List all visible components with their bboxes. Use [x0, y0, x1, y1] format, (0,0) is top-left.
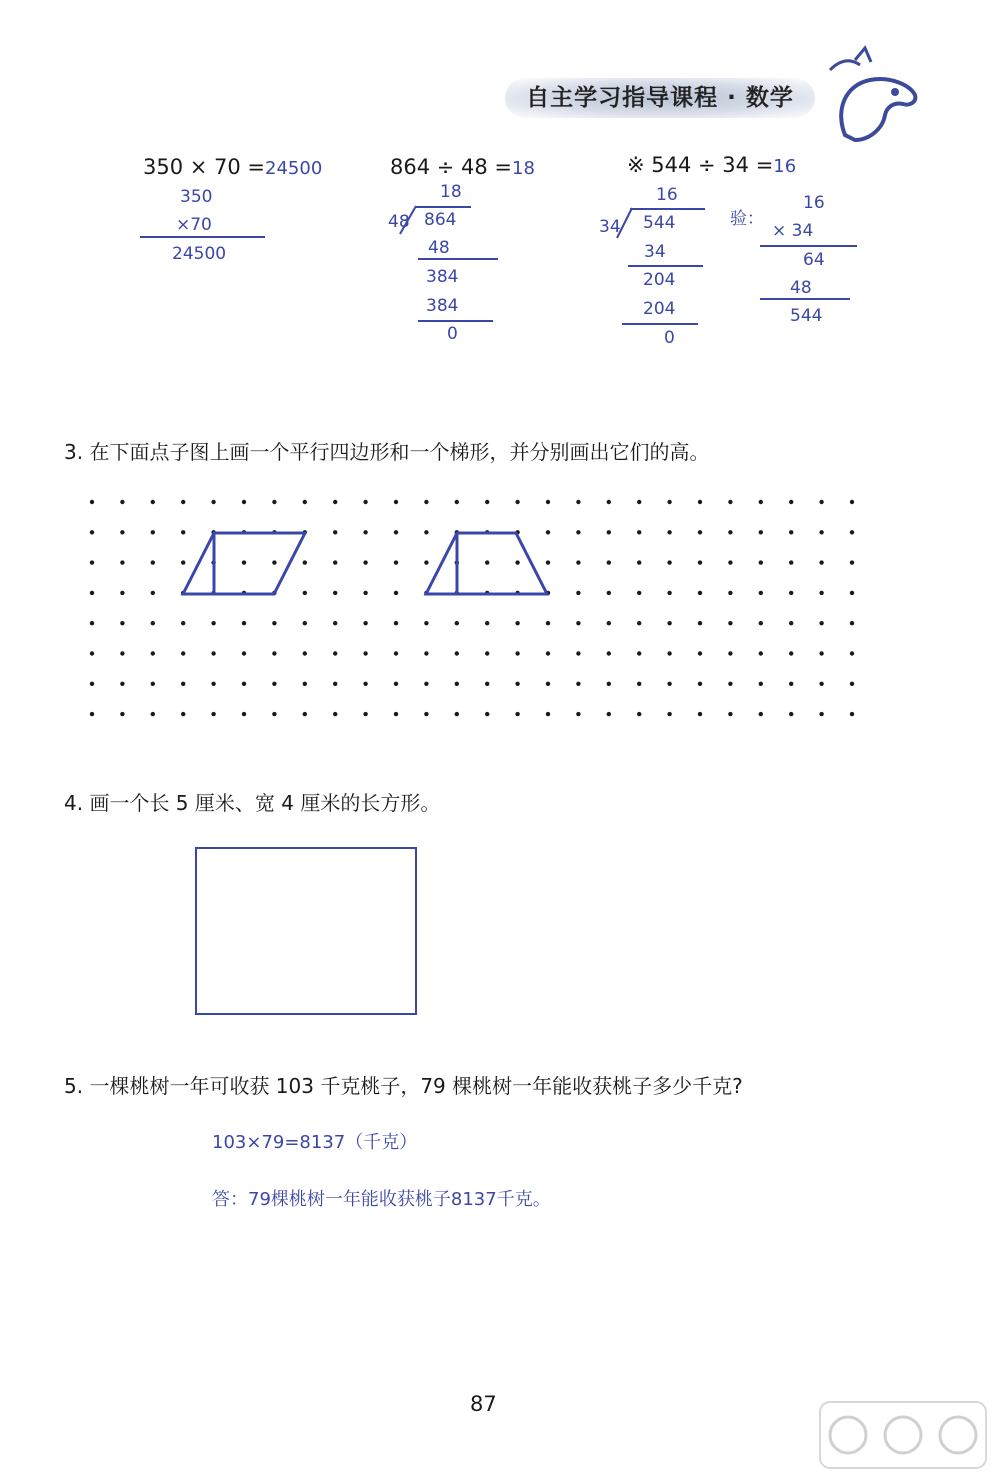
grid-dot	[850, 530, 854, 534]
grid-dot	[394, 591, 398, 595]
verify-top: 16	[803, 193, 825, 213]
grid-dot	[667, 651, 671, 655]
grid-dot	[303, 560, 307, 564]
grid-dot	[120, 621, 124, 625]
grid-dot	[576, 682, 580, 686]
grid-dot	[576, 712, 580, 716]
grid-dot	[303, 591, 307, 595]
grid-dot	[698, 621, 702, 625]
grid-dot	[90, 530, 94, 534]
grid-dot	[698, 560, 702, 564]
calc3-step-1: 34	[644, 242, 666, 262]
calc2-step-1: 48	[428, 238, 450, 258]
grid-dot	[455, 682, 459, 686]
grid-dot	[819, 621, 823, 625]
q5-formula: 103×79=8137（千克）	[212, 1132, 418, 1153]
grid-dot	[576, 621, 580, 625]
grid-dot	[637, 591, 641, 595]
header-title: 自主学习指导课程 · 数学	[505, 78, 815, 118]
grid-dot	[698, 712, 702, 716]
verify-partial-1: 64	[803, 250, 825, 270]
grid-dot	[181, 560, 185, 564]
grid-dot	[485, 500, 489, 504]
grid-dot	[759, 500, 763, 504]
grid-dot	[90, 500, 94, 504]
grid-dot	[211, 500, 215, 504]
grid-dot	[667, 500, 671, 504]
verify-partial-2: 48	[790, 278, 812, 298]
grid-dot	[637, 530, 641, 534]
grid-dot	[515, 500, 519, 504]
grid-dot	[394, 621, 398, 625]
grid-dot	[637, 560, 641, 564]
grid-dot	[120, 682, 124, 686]
grid-dot	[333, 712, 337, 716]
calc3-expr: ※ 544 ÷ 34 =	[627, 153, 774, 177]
grid-dot	[90, 651, 94, 655]
grid-dot	[303, 621, 307, 625]
grid-dot	[272, 651, 276, 655]
mascot-icon	[815, 40, 925, 150]
verify-line-2	[760, 298, 850, 300]
page-number: 87	[470, 1392, 497, 1416]
grid-dot	[850, 500, 854, 504]
grid-dot	[698, 500, 702, 504]
watermark-logo-icon	[818, 1400, 988, 1470]
calc1-expression	[143, 155, 322, 179]
grid-dot	[789, 621, 793, 625]
grid-dot	[272, 621, 276, 625]
q5-text: 5. 一棵桃树一年可收获 103 千克桃子，79 棵桃树一年能收获桃子多少千克?	[64, 1074, 743, 1098]
grid-dot	[120, 651, 124, 655]
calc2-line-1	[418, 258, 498, 260]
grid-dot	[819, 530, 823, 534]
grid-dot	[546, 712, 550, 716]
grid-dot	[394, 651, 398, 655]
grid-dot	[667, 682, 671, 686]
grid-dot	[151, 651, 155, 655]
grid-dot	[607, 500, 611, 504]
grid-dot	[819, 651, 823, 655]
grid-dot	[728, 530, 732, 534]
grid-dot	[819, 500, 823, 504]
grid-dot	[333, 560, 337, 564]
verify-label: 验：	[730, 209, 764, 229]
grid-dot	[728, 621, 732, 625]
grid-dot	[515, 682, 519, 686]
grid-dot	[759, 651, 763, 655]
grid-dot	[181, 530, 185, 534]
grid-dot	[242, 560, 246, 564]
grid-dot	[637, 500, 641, 504]
calc2-expr: 864 ÷ 48 =	[390, 155, 513, 179]
grid-dot	[637, 712, 641, 716]
grid-dot	[363, 560, 367, 564]
calc2-line-2	[418, 320, 493, 322]
grid-dot	[819, 682, 823, 686]
grid-dot	[789, 560, 793, 564]
grid-dot	[759, 621, 763, 625]
grid-dot	[242, 682, 246, 686]
grid-dot	[181, 621, 185, 625]
verify-mult: × 34	[772, 221, 814, 241]
grid-dot	[667, 621, 671, 625]
grid-dot	[759, 682, 763, 686]
grid-dot	[272, 682, 276, 686]
grid-dot	[850, 682, 854, 686]
grid-dot	[515, 621, 519, 625]
grid-dot	[151, 500, 155, 504]
grid-dot	[607, 530, 611, 534]
rectangle-drawing	[195, 847, 417, 1015]
q4-text: 4. 画一个长 5 厘米、宽 4 厘米的长方形。	[64, 791, 441, 815]
grid-dot	[850, 621, 854, 625]
grid-dot	[424, 560, 428, 564]
grid-dot	[363, 591, 367, 595]
grid-dot	[759, 591, 763, 595]
calc2-divisor: 48	[388, 212, 410, 232]
calc3-step-3: 204	[643, 299, 676, 319]
grid-dot	[667, 560, 671, 564]
grid-dot	[607, 560, 611, 564]
grid-dot	[394, 682, 398, 686]
grid-dot	[394, 560, 398, 564]
grid-dot	[789, 712, 793, 716]
q3-text: 3. 在下面点子图上画一个平行四边形和一个梯形，并分别画出它们的高。	[64, 440, 710, 464]
grid-dot	[363, 621, 367, 625]
grid-dot	[789, 500, 793, 504]
grid-dot	[424, 530, 428, 534]
calc3-dividend: 544	[643, 213, 676, 233]
grid-dot	[151, 712, 155, 716]
grid-dot	[728, 712, 732, 716]
grid-dot	[789, 682, 793, 686]
grid-dot	[607, 682, 611, 686]
grid-dot	[120, 591, 124, 595]
grid-dot	[363, 500, 367, 504]
grid-dot	[211, 651, 215, 655]
grid-dot	[637, 651, 641, 655]
grid-dot	[515, 712, 519, 716]
grid-dot	[789, 651, 793, 655]
grid-dot	[90, 560, 94, 564]
grid-dot	[272, 500, 276, 504]
grid-dot	[455, 651, 459, 655]
grid-dot	[363, 682, 367, 686]
grid-dot	[424, 621, 428, 625]
grid-dot	[759, 712, 763, 716]
grid-dot	[698, 682, 702, 686]
grid-dot	[272, 560, 276, 564]
grid-dot	[637, 682, 641, 686]
grid-dot	[272, 712, 276, 716]
grid-dot	[455, 712, 459, 716]
grid-dot	[819, 591, 823, 595]
grid-dot	[455, 500, 459, 504]
grid-dot	[485, 560, 489, 564]
calc1-line	[140, 236, 265, 238]
grid-dot	[607, 712, 611, 716]
grid-dot	[333, 591, 337, 595]
grid-dot	[120, 500, 124, 504]
grid-dot	[181, 500, 185, 504]
calc1-expr: 350 × 70 =	[143, 155, 266, 179]
calc2-answer: 18	[512, 158, 535, 179]
grid-dot	[151, 682, 155, 686]
grid-dot	[181, 682, 185, 686]
grid-dot	[728, 591, 732, 595]
grid-dot	[333, 500, 337, 504]
grid-dot	[424, 682, 428, 686]
grid-dot	[485, 651, 489, 655]
calc1-step-1: 350	[180, 187, 213, 207]
grid-dot	[576, 560, 580, 564]
grid-dot	[850, 651, 854, 655]
grid-dot	[363, 530, 367, 534]
dot-grid	[80, 485, 870, 730]
grid-dot	[120, 712, 124, 716]
grid-dot	[485, 712, 489, 716]
grid-dot	[728, 500, 732, 504]
grid-dot	[850, 591, 854, 595]
verify-result: 544	[790, 306, 823, 326]
calc2-quotient: 18	[440, 182, 462, 202]
grid-dot	[424, 500, 428, 504]
grid-dot	[211, 621, 215, 625]
grid-dot	[607, 651, 611, 655]
grid-dot	[759, 560, 763, 564]
grid-dot	[637, 621, 641, 625]
grid-dot	[303, 712, 307, 716]
grid-dot	[211, 682, 215, 686]
grid-dot	[303, 651, 307, 655]
grid-dot	[90, 682, 94, 686]
grid-dot	[789, 530, 793, 534]
grid-dot	[303, 682, 307, 686]
calc3-bracket-top	[630, 208, 705, 210]
grid-dot	[667, 712, 671, 716]
grid-dot	[242, 500, 246, 504]
grid-dot	[546, 500, 550, 504]
grid-dot	[546, 560, 550, 564]
grid-dot	[90, 591, 94, 595]
grid-dot	[698, 591, 702, 595]
calc3-divisor: 34	[599, 217, 621, 237]
grid-dot	[667, 591, 671, 595]
q5-answer: 答：79棵桃树一年能收获桃子8137千克。	[212, 1189, 551, 1210]
grid-dot	[242, 712, 246, 716]
calc1-step-2: ×70	[176, 215, 212, 235]
verify-line-1	[760, 245, 857, 247]
grid-dot	[728, 560, 732, 564]
calc2-dividend: 864	[424, 210, 457, 230]
grid-dot	[90, 621, 94, 625]
grid-dot	[424, 651, 428, 655]
calc1-result: 24500	[172, 244, 227, 264]
grid-dot	[515, 651, 519, 655]
grid-dot	[607, 591, 611, 595]
grid-dot	[90, 712, 94, 716]
grid-dot	[333, 530, 337, 534]
calc1-answer: 24500	[265, 158, 323, 179]
calc2-step-3: 384	[426, 296, 459, 316]
grid-dot	[576, 500, 580, 504]
grid-dot	[728, 651, 732, 655]
grid-dot	[546, 682, 550, 686]
grid-dot	[546, 530, 550, 534]
grid-dot	[394, 500, 398, 504]
grid-dot	[515, 560, 519, 564]
grid-dot	[181, 651, 185, 655]
calc2-remainder: 0	[447, 324, 458, 344]
grid-dot	[333, 651, 337, 655]
calc3-expression	[627, 153, 796, 177]
grid-dot	[363, 712, 367, 716]
grid-dot	[120, 530, 124, 534]
grid-dot	[151, 530, 155, 534]
calc2-step-2: 384	[426, 267, 459, 287]
grid-dot	[151, 560, 155, 564]
grid-dot	[728, 682, 732, 686]
grid-dot	[546, 651, 550, 655]
calc3-line-1	[628, 265, 703, 267]
calc3-line-2	[622, 323, 698, 325]
grid-dot	[576, 591, 580, 595]
grid-dot	[394, 530, 398, 534]
grid-dot	[242, 621, 246, 625]
calc2-expression	[390, 155, 535, 179]
grid-dot	[546, 621, 550, 625]
grid-dot	[759, 530, 763, 534]
calc2-bracket-top	[416, 206, 471, 208]
grid-dot	[485, 621, 489, 625]
calc3-answer: 16	[773, 156, 797, 177]
grid-dot	[607, 621, 611, 625]
grid-dot	[333, 621, 337, 625]
grid-dot	[576, 651, 580, 655]
grid-dot	[576, 530, 580, 534]
grid-dot	[667, 530, 671, 534]
grid-dot	[850, 560, 854, 564]
grid-dot	[333, 682, 337, 686]
grid-dot	[819, 560, 823, 564]
grid-dot	[181, 712, 185, 716]
grid-dot	[363, 651, 367, 655]
grid-dot	[698, 651, 702, 655]
grid-dot	[819, 712, 823, 716]
calc3-step-2: 204	[643, 270, 676, 290]
calc3-remainder: 0	[664, 328, 675, 348]
grid-dot	[394, 712, 398, 716]
grid-dot	[151, 621, 155, 625]
grid-dot	[485, 682, 489, 686]
grid-dot	[698, 530, 702, 534]
grid-dot	[789, 591, 793, 595]
grid-dot	[850, 712, 854, 716]
grid-dot	[151, 591, 155, 595]
grid-dot	[120, 560, 124, 564]
grid-dot	[424, 712, 428, 716]
grid-dot	[242, 651, 246, 655]
calc3-quotient: 16	[656, 185, 678, 205]
grid-dot	[455, 621, 459, 625]
grid-dot	[303, 500, 307, 504]
grid-dot	[211, 712, 215, 716]
